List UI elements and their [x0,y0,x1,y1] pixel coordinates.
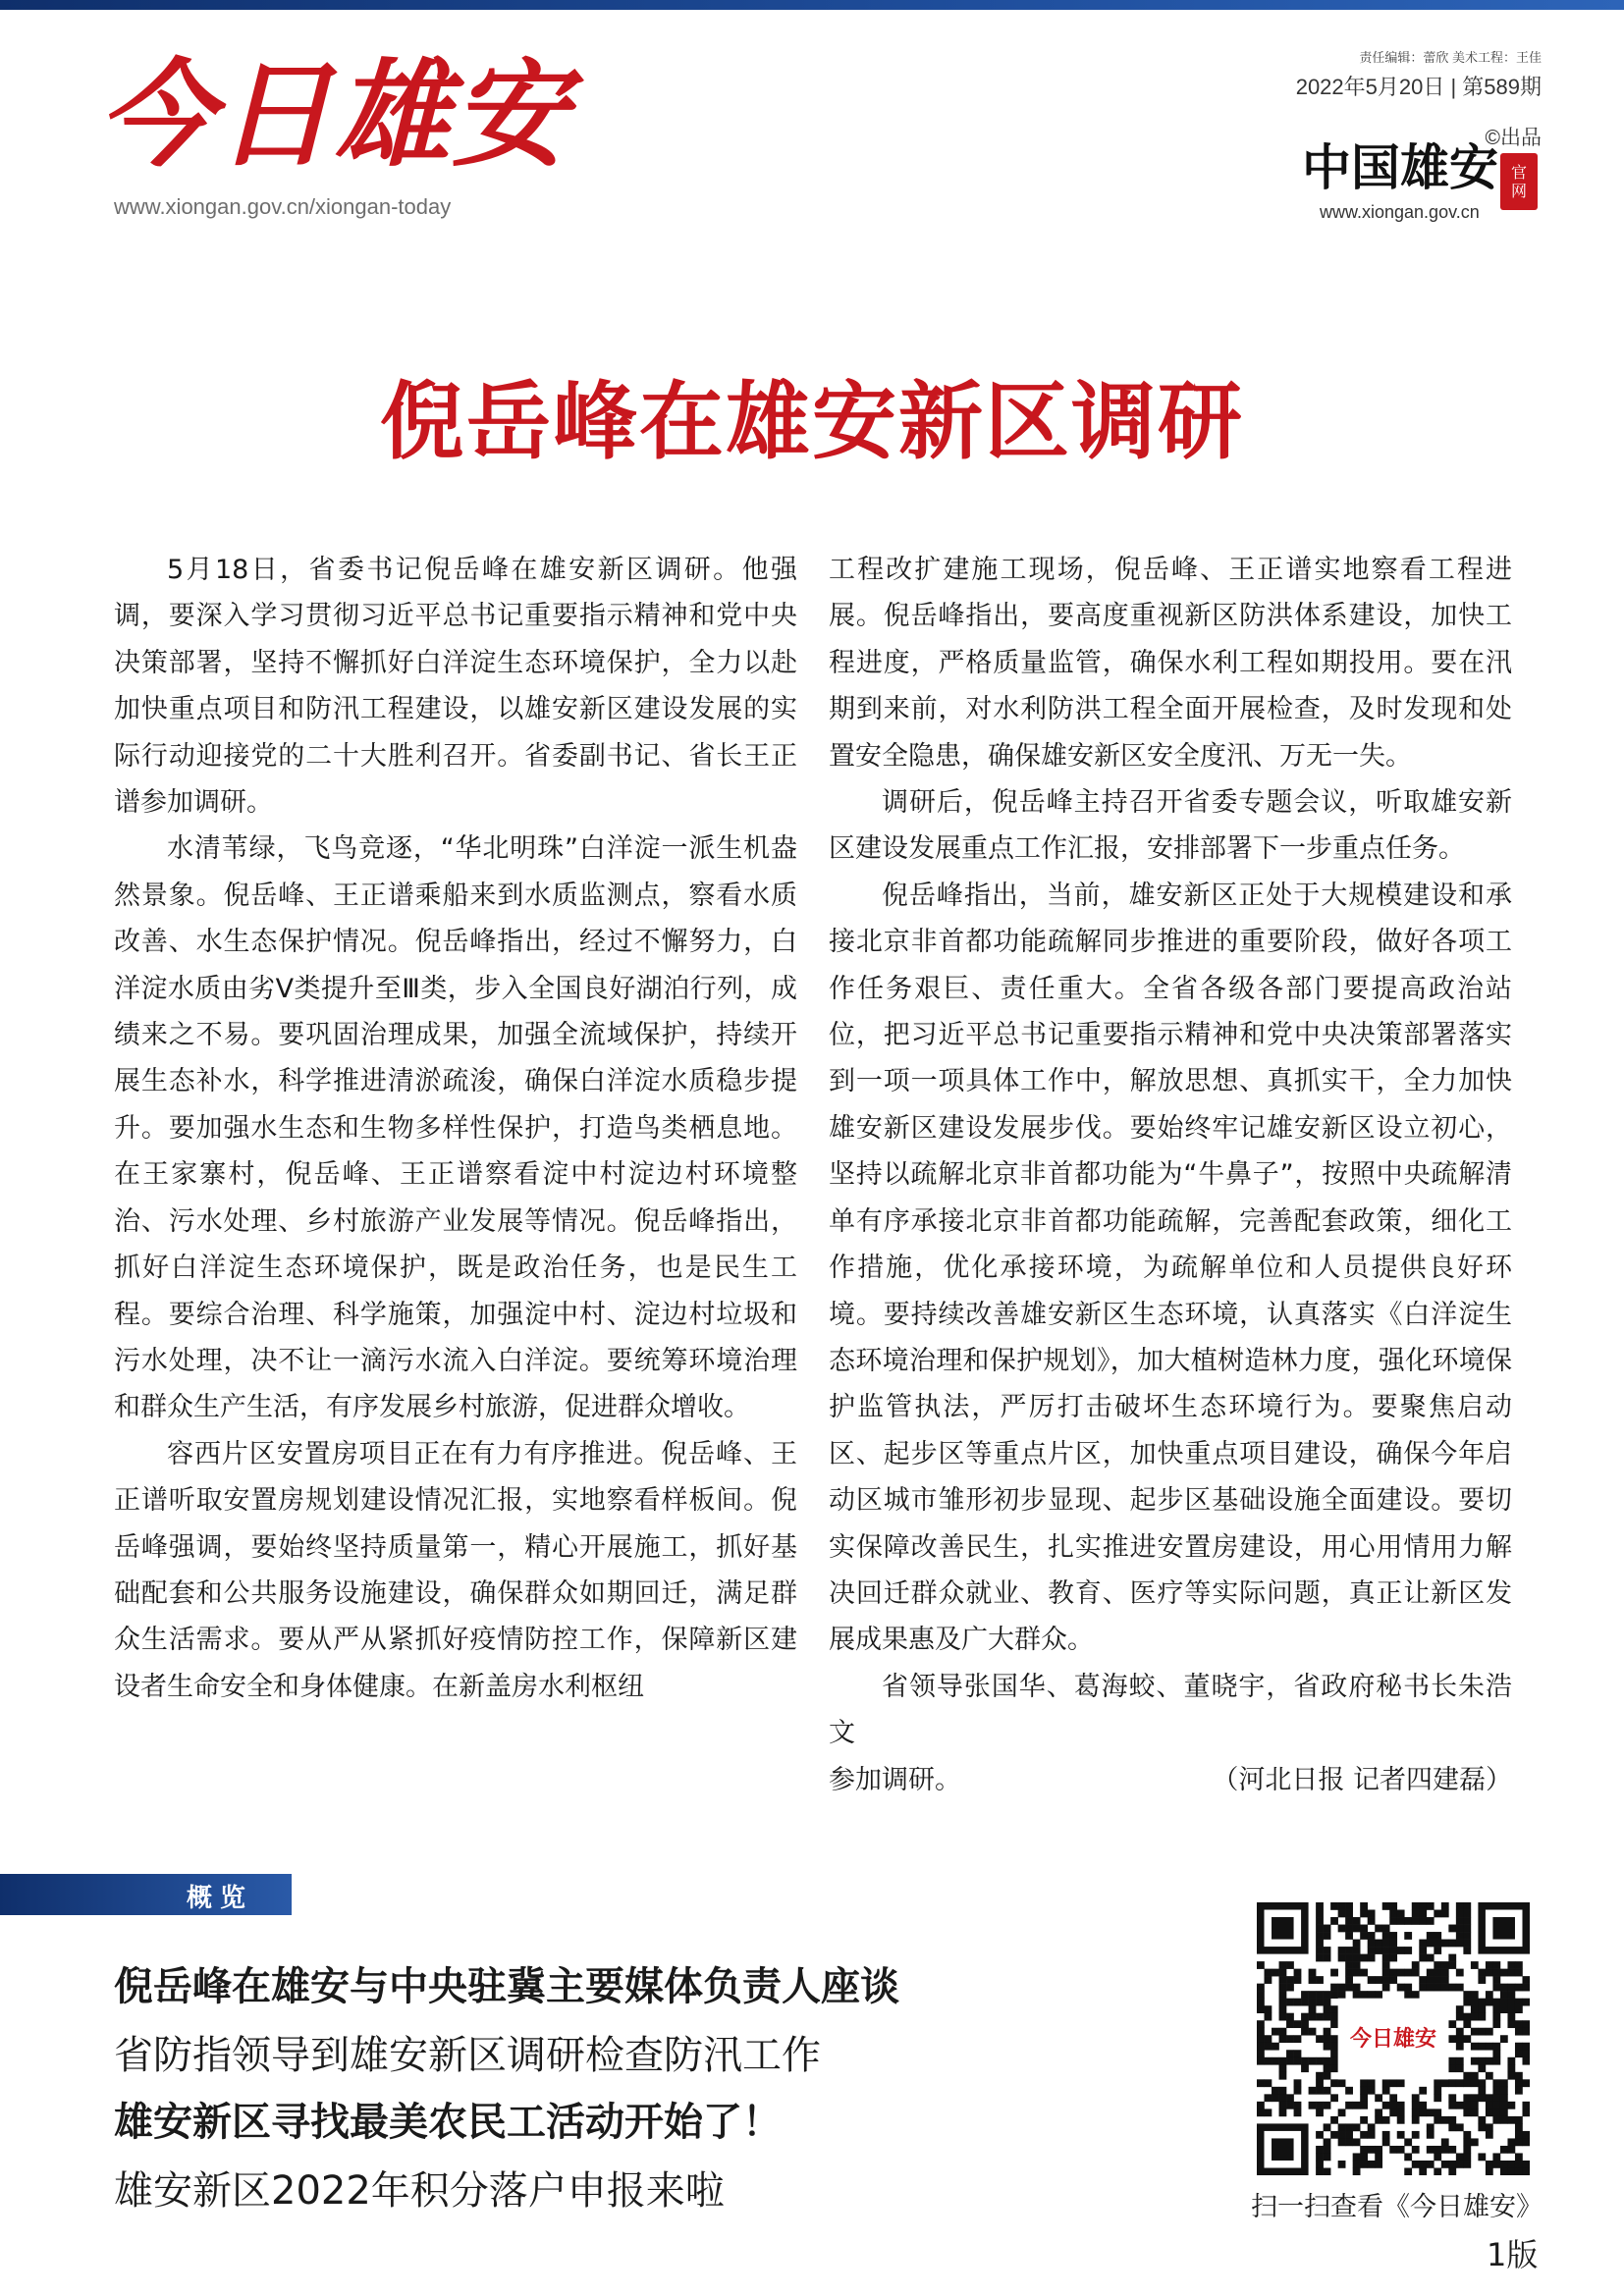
article-paragraph: 5月18日，省委书记倪岳峰在雄安新区调研。他强调，要深入学习贯彻习近平总书记重要指示精神和党中央决策部署，坚持不懈抓好白洋淀生态环境保护，全力以赴加快重点项目和防汛工程建设，以雄安新区建设发展的实际行动迎接党的二十大胜利召开。省委副书记、省长王正谱参加调研。 [114,555,797,819]
article-paragraph: 容西片区安置房项目正在有力有序推进。倪岳峰、王正谱听取安置房规划建设情况汇报，实地察看样板间。倪岳峰强调，要始终坚持质量第一，精心开展施工，抓好基础配套和公共服务设施建设，确保群众如期回迁，满足群众生活需求。要从严从紧抓好疫情防控工作，保障新区建设者生命安全和身体健康。在新盖房水利枢纽 [114,1438,797,1702]
article-column-right [829,547,1512,1803]
article-paragraph-continued: 工程改扩建施工现场，倪岳峰、王正谱实地察看工程进展。倪岳峰指出，要高度重视新区防洪体系建设，加快工程进度，严格质量监管，确保水利工程如期投用。要在汛期到来前，对水利防洪工程全面开展检查，及时发现和处置安全隐患，确保雄安新区安全度汛、万无一失。 [829,555,1512,772]
seal-char: 官 [1510,163,1527,182]
editor-credits: 责任编辑：蕾欣 美术工程：王佳 [1359,50,1542,65]
qr-center-label: 今日雄安 [1349,2026,1437,2052]
article-headline: 倪岳峰在雄安新区调研 [380,372,1244,471]
article-column-left [114,547,797,1710]
byline: （河北日报 记者四建磊） [1212,1764,1512,1795]
article-paragraph: 水清苇绿，飞鸟竞逐，“华北明珠”白洋淀一派生机盎然景象。倪岳峰、王正谱乘船来到水质监测点，察看水质改善、水生态保护情况。倪岳峰指出，经过不懈努力，白洋淀水质由劣V类提升至Ⅲ类，步入全国良好湖泊行列，成绩来之不易。要巩固治理成果，加强全流域保护，持续开展生态补水，科学推进清淤疏浚，确保白洋淀水质稳步提升。要加强水生态和生物多样性保护，打造鸟类栖息地。在王家寨村，倪岳峰、王正谱察看淀中村淀边村环境整治、污水处理、乡村旅游产业发展等情况。倪岳峰指出，抓好白洋淀生态环境保护，既是政治任务，也是民生工程。要综合治理、科学施策，加强淀中村、淀边村垃圾和污水处理，决不让一滴污水流入白洋淀。要统筹环境治理和群众生产生活，有序发展乡村旅游，促进群众增收。 [114,833,797,1423]
issue-info: 2022年5月20日 | 第589期 [1295,75,1542,99]
produced-by: ©出品 [1485,127,1542,149]
closing-row [829,1757,1512,1803]
masthead-logo: 今日雄安 [98,46,570,183]
article-paragraph: 调研后，倪岳峰主持召开省委专题会议，听取雄安新区建设发展重点工作汇报，安排部署下一步重点任务。 [829,787,1512,865]
brand-logo: 中国雄安 [1302,138,1498,196]
top-color-bar [0,0,1624,10]
article-closing: 省领导张国华、葛海蛟、董晓宇，省政府秘书长朱浩文 [829,1671,1512,1749]
masthead-url[interactable]: www.xiongan.gov.cn/xiongan-today [114,194,452,219]
overview-item[interactable]: 雄安新区寻找最美农民工活动开始了！ [114,2100,782,2145]
overview-label: 概览 [187,1884,254,1913]
page-number: 1版 [1487,2236,1539,2273]
qr-code-icon[interactable] [1257,1902,1530,2175]
article-paragraph: 倪岳峰指出，当前，雄安新区正处于大规模建设和承接北京非首都功能疏解同步推进的重要阶段，做好各项工作任务艰巨、责任重大。全省各级各部门要提高政治站位，把习近平总书记重要指示精神和党中央决策部署落实到一项一项具体工作中，解放思想、真抓实干，全力加快雄安新区建设发展步伐。要始终牢记雄安新区设立初心，坚持以疏解北京非首都功能为“牛鼻子”，按照中央疏解清单有序承接北京非首都功能疏解，完善配套政策，细化工作措施，优化承接环境，为疏解单位和人员提供良好环境。要持续改善雄安新区生态环境，认真落实《白洋淀生态环境治理和保护规划》，加大植树造林力度，强化环境保护监管执法，严厉打击破坏生态环境行为。要聚焦启动区、起步区等重点片区，加快重点项目建设，确保今年启动区城市雏形初步显现、起步区基础设施全面建设。要切实保障改善民生，扎实推进安置房建设，用心用情用力解决回迁群众就业、教育、医疗等实际问题，真正让新区发展成果惠及广大群众。 [829,880,1512,1656]
seal-char: 网 [1510,182,1527,200]
overview-item[interactable]: 雄安新区2022年积分落户申报来啦 [114,2168,725,2214]
brand-seal-icon [1500,153,1538,210]
qr-caption: 扫一扫查看《今日雄安》 [1251,2192,1543,2222]
closing-line: 参加调研。 [829,1764,961,1795]
brand-url[interactable]: www.xiongan.gov.cn [1320,202,1480,222]
overview-item[interactable]: 省防指领导到雄安新区调研检查防汛工作 [114,2033,821,2078]
overview-item[interactable]: 倪岳峰在雄安与中央驻冀主要媒体负责人座谈 [114,1964,899,2009]
